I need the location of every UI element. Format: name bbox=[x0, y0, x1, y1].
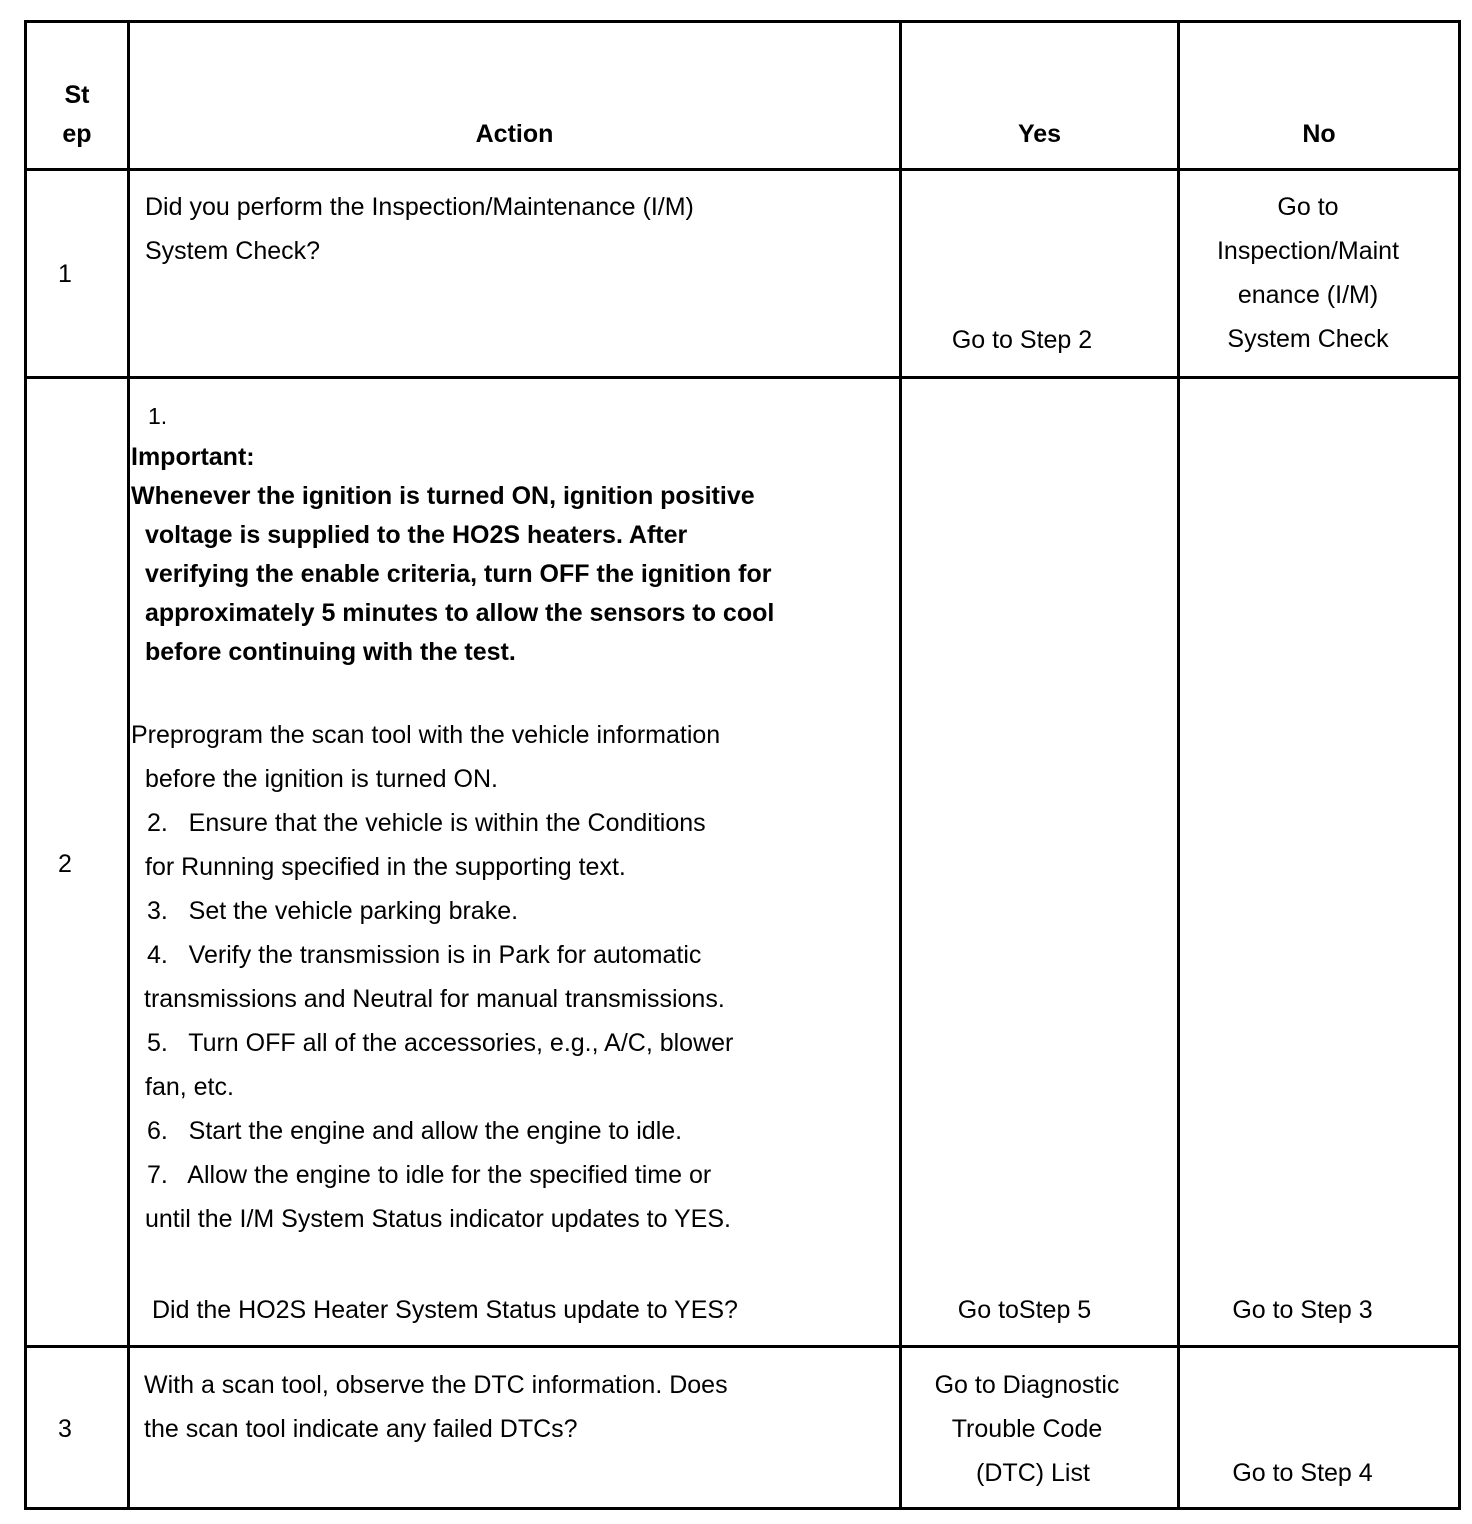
row1-no-line: Inspection/Maint bbox=[1216, 237, 1400, 265]
row2-action-line: 4. Verify the transmission is in Park for automatic bbox=[147, 941, 702, 969]
row2-action-line: 7. Allow the engine to idle for the specified time or bbox=[147, 1161, 712, 1189]
row1-action-line: Did you perform the Inspection/Maintenance (I/M) bbox=[145, 193, 694, 221]
row2-step: 2 bbox=[58, 850, 72, 878]
row1-no-line: Go to bbox=[1277, 193, 1339, 221]
row1-no-line: enance (I/M) bbox=[1237, 281, 1379, 309]
row1-no bbox=[1180, 185, 1436, 361]
row2-action-line: transmissions and Neutral for manual transmissions. bbox=[144, 985, 725, 1013]
table-border-top bbox=[24, 20, 1461, 23]
row-divider bbox=[24, 1345, 1461, 1348]
important-label: Important: bbox=[131, 443, 255, 471]
row1-yes: Go to Step 2 bbox=[951, 326, 1093, 354]
row3-yes bbox=[902, 1363, 1152, 1495]
table-border-left bbox=[24, 20, 27, 1510]
header-step-line1: St bbox=[64, 81, 90, 109]
header-action: Action bbox=[475, 120, 554, 148]
important-line: before continuing with the test. bbox=[145, 638, 516, 666]
important-line: Whenever the ignition is turned ON, ignition positive bbox=[131, 482, 755, 510]
important-line: verifying the enable criteria, turn OFF the ignition for bbox=[145, 560, 772, 588]
important-line: voltage is supplied to the HO2S heaters. After bbox=[145, 521, 688, 549]
row2-action-line: 3. Set the vehicle parking brake. bbox=[147, 897, 519, 925]
row2-action-line: 2. Ensure that the vehicle is within the Conditions bbox=[147, 809, 706, 837]
row2-action-line: until the I/M System Status indicator updates to YES. bbox=[145, 1205, 731, 1233]
diagnostic-table bbox=[24, 20, 1461, 1510]
row3-action-line: the scan tool indicate any failed DTCs? bbox=[144, 1415, 578, 1443]
row2-question: Did the HO2S Heater System Status update to YES? bbox=[152, 1296, 738, 1324]
row2-action-line: fan, etc. bbox=[145, 1073, 234, 1101]
row1-action-line: System Check? bbox=[145, 237, 321, 265]
row2-yes: Go toStep 5 bbox=[957, 1296, 1092, 1324]
header-no: No bbox=[1302, 120, 1336, 148]
table-border-right bbox=[1458, 20, 1461, 1510]
row2-action-line: 6. Start the engine and allow the engine to idle. bbox=[147, 1117, 683, 1145]
row3-yes-line: Go to Diagnostic bbox=[934, 1371, 1120, 1399]
row3-no: Go to Step 4 bbox=[1232, 1459, 1373, 1487]
header-step-line2: ep bbox=[62, 120, 92, 148]
row1-step: 1 bbox=[58, 260, 72, 288]
header-step bbox=[27, 76, 127, 154]
row1-action bbox=[145, 185, 885, 273]
row2-action-line: before the ignition is turned ON. bbox=[145, 765, 498, 793]
row2-action-line: Preprogram the scan tool with the vehicle information bbox=[131, 721, 721, 749]
row2-action-line: 5. Turn OFF all of the accessories, e.g., A/C, blower bbox=[147, 1029, 734, 1057]
row2-action bbox=[131, 713, 896, 1241]
row-divider bbox=[24, 376, 1461, 379]
row2-no: Go to Step 3 bbox=[1232, 1296, 1373, 1324]
column-divider bbox=[899, 20, 902, 1510]
row1-no-line: System Check bbox=[1227, 325, 1389, 353]
row2-number: 1. bbox=[148, 403, 168, 429]
table-border-bottom bbox=[24, 1507, 1461, 1510]
important-line: approximately 5 minutes to allow the sensors to cool bbox=[145, 599, 775, 627]
row3-action bbox=[144, 1363, 894, 1451]
row3-action-line: With a scan tool, observe the DTC information. Does bbox=[144, 1371, 728, 1399]
row3-yes-line: Trouble Code bbox=[951, 1415, 1103, 1443]
row3-step: 3 bbox=[58, 1415, 72, 1443]
row2-action-line: for Running specified in the supporting text. bbox=[145, 853, 626, 881]
column-divider bbox=[127, 20, 130, 1510]
header-yes: Yes bbox=[1017, 120, 1062, 148]
row-divider bbox=[24, 168, 1461, 171]
row3-yes-line: (DTC) List bbox=[976, 1459, 1090, 1487]
important-note bbox=[131, 477, 891, 672]
